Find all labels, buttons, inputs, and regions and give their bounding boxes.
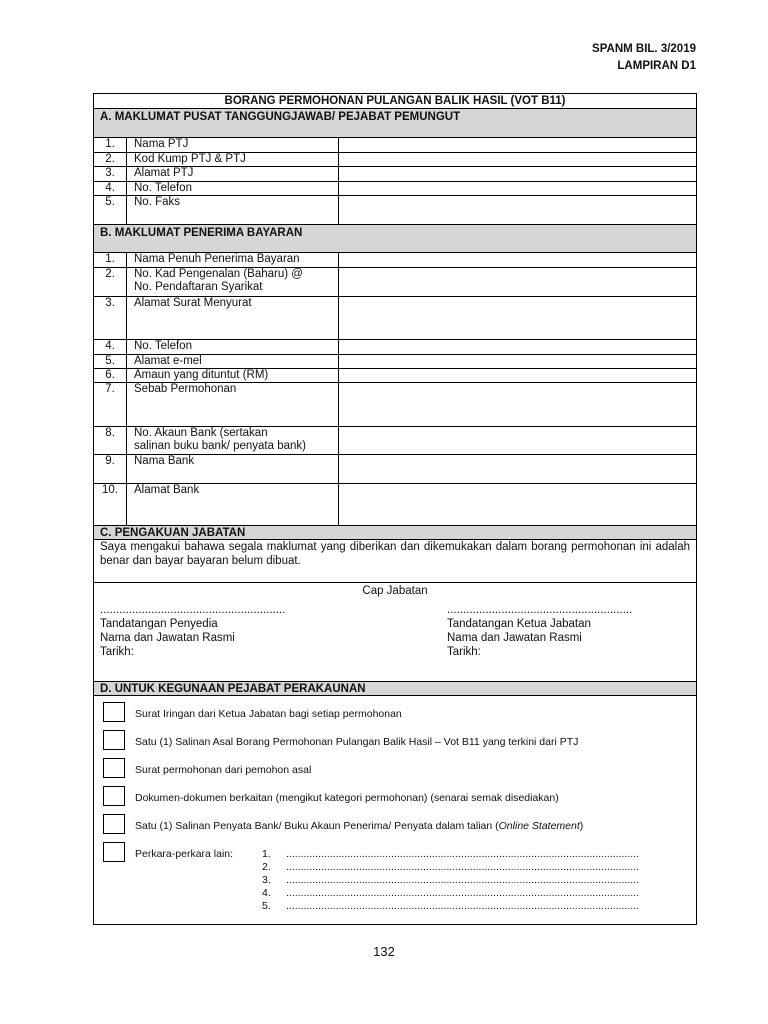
section-b-row	[94, 253, 696, 268]
claim-amount-field[interactable]	[340, 369, 696, 382]
row-label: No. Telefon	[128, 340, 339, 354]
row-number: 6.	[94, 369, 127, 382]
row-number: 3.	[94, 167, 127, 181]
row-number: 10.	[94, 484, 127, 525]
row-number: 3.	[94, 297, 127, 339]
checkbox[interactable]	[103, 814, 125, 834]
section-b-row	[94, 268, 696, 297]
row-label: No. Faks	[128, 196, 339, 224]
document-reference: SPANM BIL. 3/2019	[592, 43, 696, 55]
checkbox[interactable]	[103, 730, 125, 750]
checklist-label-suffix: )	[579, 820, 584, 832]
payee-phone-field[interactable]	[340, 340, 696, 354]
payee-id-field[interactable]	[340, 268, 696, 296]
payee-address-field[interactable]	[340, 297, 696, 339]
preparer-signature-line[interactable]: ..........................................................	[100, 604, 286, 616]
checkbox[interactable]	[103, 758, 125, 778]
row-number: 4.	[94, 182, 127, 195]
checkbox[interactable]	[103, 786, 125, 806]
row-label: Alamat e-mel	[128, 355, 339, 368]
ptj-phone-field[interactable]	[340, 182, 696, 195]
section-b-row	[94, 484, 696, 526]
row-number: 4.	[94, 340, 127, 354]
checklist-item	[103, 758, 687, 780]
head-signature-line[interactable]: ..........................................................	[447, 604, 633, 616]
ptj-address-field[interactable]	[340, 167, 696, 181]
checklist-label: Surat permohonan dari pemohon asal	[135, 764, 312, 776]
head-name-label: Nama dan Jawatan Rasmi	[447, 632, 582, 644]
section-b-row	[94, 340, 696, 355]
row-label: Kod Kump PTJ & PTJ	[128, 153, 339, 166]
checkbox[interactable]	[103, 842, 125, 862]
others-line[interactable]: .........................................................................................................................	[286, 861, 639, 873]
checklist-label	[135, 820, 583, 833]
bank-name-field[interactable]	[340, 455, 696, 483]
checklist-label: Surat Iringan dari Ketua Jabatan bagi setiap permohonan	[135, 708, 402, 720]
ptj-name-field[interactable]	[340, 138, 696, 152]
row-label: Nama Penuh Penerima Bayaran	[128, 253, 339, 267]
reason-field[interactable]	[340, 383, 696, 426]
ptj-fax-field[interactable]	[340, 196, 696, 224]
others-number: 5.	[262, 900, 271, 912]
section-a-row	[94, 182, 696, 196]
row-label: Amaun yang dituntut (RM)	[128, 369, 339, 382]
section-a-row	[94, 167, 696, 182]
others-number: 3.	[262, 874, 271, 886]
section-a-header: A. MAKLUMAT PUSAT TANGGUNGJAWAB/ PEJABAT PEMUNGUT	[94, 109, 696, 138]
preparer-name-label: Nama dan Jawatan Rasmi	[100, 632, 235, 644]
row-label-line2: salinan buku bank/ penyata bank)	[134, 440, 306, 452]
checkbox[interactable]	[103, 702, 125, 722]
section-b-row	[94, 383, 696, 427]
bank-address-field[interactable]	[340, 484, 696, 525]
others-number: 4.	[262, 887, 271, 899]
stamp-label: Cap Jabatan	[362, 585, 428, 597]
head-date-label: Tarikh:	[447, 646, 481, 658]
appendix-label: LAMPIRAN D1	[617, 60, 696, 72]
declaration-text: Saya mengakui bahawa segala maklumat yang diberikan dan dikemukakan dalam borang permohonan ini adalah benar dan bayar bayaran belum dibuat.	[100, 541, 690, 567]
others-line[interactable]: .........................................................................................................................	[286, 874, 639, 886]
form-title: BORANG PERMOHONAN PULANGAN BALIK HASIL (VOT B11)	[94, 94, 696, 109]
signature-block	[94, 583, 696, 682]
preparer-date-label: Tarikh:	[100, 646, 134, 658]
row-label: Sebab Permohonan	[128, 383, 339, 426]
row-number: 1.	[94, 138, 127, 152]
others-line[interactable]: .........................................................................................................................	[286, 887, 639, 899]
payee-name-field[interactable]	[340, 253, 696, 267]
row-label-line1: No. Akaun Bank (sertakan	[134, 427, 268, 439]
row-label: Alamat PTJ	[128, 167, 339, 181]
row-number: 8.	[94, 427, 127, 454]
row-label: No. Telefon	[128, 182, 339, 195]
section-b-row	[94, 427, 696, 455]
section-d-header: D. UNTUK KEGUNAAN PEJABAT PERAKAUNAN	[94, 682, 696, 696]
section-a-row	[94, 138, 696, 153]
checklist-label-italic: Online Statement	[498, 820, 580, 832]
row-number: 2.	[94, 153, 127, 166]
payee-email-field[interactable]	[340, 355, 696, 368]
checklist-label: Satu (1) Salinan Asal Borang Permohonan Pulangan Balik Hasil – Vot B11 yang terkini dari PTJ	[135, 736, 579, 748]
row-label	[128, 427, 339, 454]
section-a-row	[94, 196, 696, 225]
checklist-item	[103, 702, 687, 724]
checklist-item	[103, 814, 687, 836]
others-line[interactable]: .........................................................................................................................	[286, 900, 639, 912]
head-signature-label: Tandatangan Ketua Jabatan	[447, 618, 591, 630]
preparer-signature-label: Tandatangan Penyedia	[100, 618, 218, 630]
checklist-label-prefix: Satu (1) Salinan Penyata Bank/ Buku Akaun Penerima/ Penyata dalam talian (	[135, 820, 499, 832]
section-b-row	[94, 455, 696, 484]
declaration-block	[94, 540, 696, 583]
application-form	[93, 93, 697, 925]
checklist-item	[103, 786, 687, 808]
section-c-header: C. PENGAKUAN JABATAN	[94, 526, 696, 540]
checklist-item	[103, 730, 687, 752]
row-number: 7.	[94, 383, 127, 426]
row-label: Nama Bank	[128, 455, 339, 483]
section-a-row	[94, 153, 696, 167]
row-label-line1: No. Kad Pengenalan (Baharu) @	[134, 268, 303, 280]
others-line[interactable]: .........................................................................................................................	[286, 848, 639, 860]
row-number: 5.	[94, 196, 127, 224]
checklist-label: Dokumen-dokumen berkaitan (mengikut kategori permohonan) (senarai semak disediakan)	[135, 792, 559, 804]
row-number: 2.	[94, 268, 127, 296]
section-b-header: B. MAKLUMAT PENERIMA BAYARAN	[94, 225, 696, 253]
row-label: Alamat Surat Menyurat	[128, 297, 339, 339]
others-number: 2.	[262, 861, 271, 873]
page-number: 132	[373, 944, 395, 959]
ptj-code-field[interactable]	[340, 153, 696, 166]
row-label	[128, 268, 339, 296]
section-b-row	[94, 355, 696, 369]
section-b-row	[94, 297, 696, 340]
row-number: 9.	[94, 455, 127, 483]
row-number: 1.	[94, 253, 127, 267]
row-label: Alamat Bank	[128, 484, 339, 525]
others-label: Perkara-perkara lain:	[135, 848, 234, 860]
others-number: 1.	[262, 848, 271, 860]
row-label-line2: No. Pendaftaran Syarikat	[134, 281, 263, 293]
section-b-row	[94, 369, 696, 383]
row-label: Nama PTJ	[128, 138, 339, 152]
row-number: 5.	[94, 355, 127, 368]
bank-account-field[interactable]	[340, 427, 696, 454]
